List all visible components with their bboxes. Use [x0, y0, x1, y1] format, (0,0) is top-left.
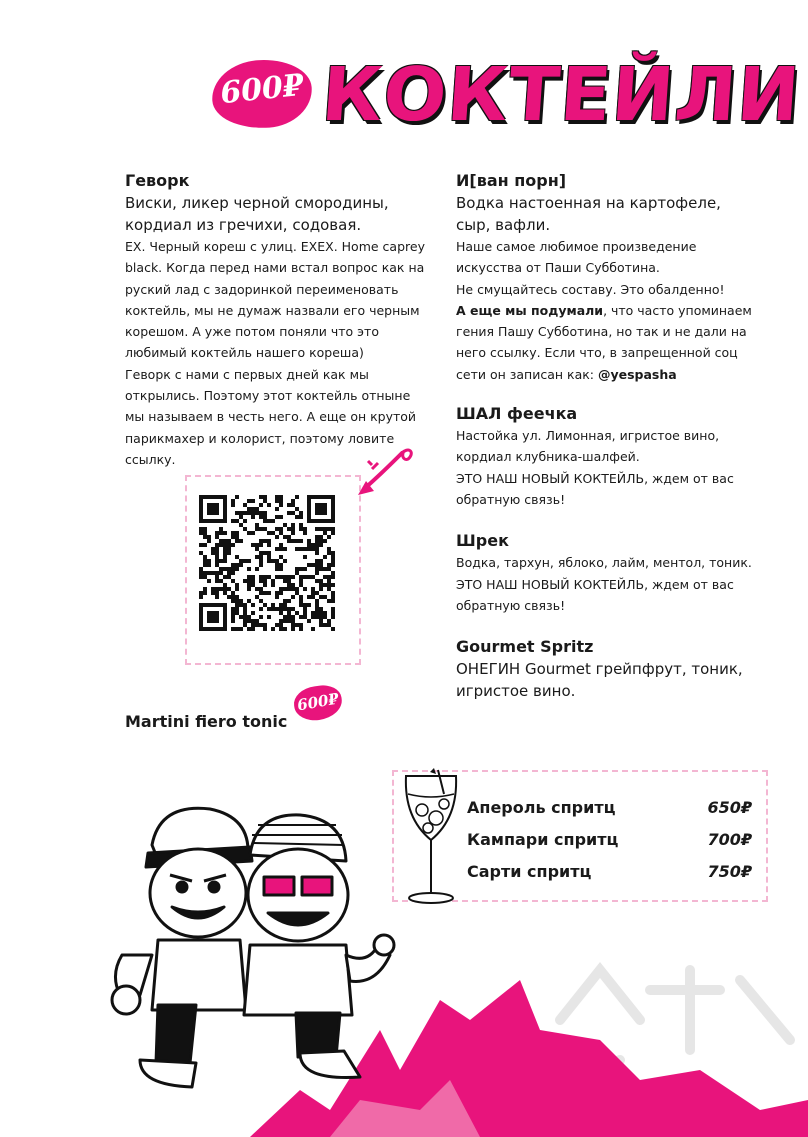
spritz-price: 750₽ — [707, 862, 752, 881]
desc-bold: А еще мы подумали — [456, 302, 604, 318]
desc-rest: сети он записан как: — [456, 366, 598, 382]
martini-price: 600₽ — [295, 689, 341, 715]
desc-line: обратную связь! — [456, 597, 566, 613]
desc-line: black. Когда перед нами встал вопрос как на — [125, 260, 425, 276]
menu-item-gevork — [125, 170, 425, 470]
desc-line: гения Пашу Субботина, но так и не дали на — [456, 324, 747, 340]
desc-line: кордиал клубника-шалфей. — [456, 449, 640, 465]
item-name: ШАЛ феечка — [456, 404, 578, 424]
desc-line: искусства от Паши Субботина. — [456, 260, 660, 276]
item-name: Gourmet Spritz — [456, 637, 594, 657]
menu-item-shrek — [456, 530, 776, 616]
desc-line: игристое вино. — [456, 682, 576, 701]
item-name: И[ван порн] — [456, 171, 567, 190]
item-description — [125, 236, 425, 470]
desc-line — [456, 300, 776, 321]
desc-line: ОНЕГИН Gourmet грейпфрут, тоник, — [456, 660, 743, 679]
desc-rest: , что часто упоминаем — [603, 302, 752, 318]
desc-line: ссылку. — [125, 451, 176, 467]
menu-item-gourmet-spritz — [456, 636, 776, 702]
right-column — [456, 170, 776, 702]
desc-line: Не смущайтесь составу. Это обалденно! — [456, 281, 725, 297]
desc-line: мы называем в честь него. А еще он крутой — [125, 409, 417, 425]
item-name: Шрек — [456, 531, 509, 551]
desc-line: Водка, тархун, яблоко, лайм, ментол, тоник. — [456, 555, 752, 571]
desc-line: Настойка ул. Лимонная, игристое вино, — [456, 428, 720, 444]
spritz-price: 700₽ — [707, 830, 752, 849]
header-price: 600₽ — [218, 67, 306, 112]
spritz-name: Апероль спритц — [467, 798, 616, 817]
qr-code-icon[interactable] — [199, 495, 335, 631]
desc-line: обратную связь! — [456, 491, 566, 507]
desc-line: Наше самое любимое произведение — [456, 239, 697, 254]
menu-item-ivan — [456, 170, 776, 385]
item-ingredients: Виски, ликер черной смородины, кордиал из гречихи, содовая. — [125, 194, 389, 234]
page-title: КОКТЕЙЛИ — [318, 52, 804, 138]
menu-item-shal — [456, 403, 776, 510]
instagram-handle-link[interactable]: @yespasha — [597, 366, 677, 382]
desc-line: руский лад с задоринкой переименовать — [125, 281, 399, 297]
spritz-name: Сарти спритц — [467, 862, 592, 881]
desc-line: коктейль, мы не думаж назвали его черным — [125, 302, 420, 318]
desc-line: ЭТО НАШ НОВЫЙ КОКТЕЙЛЬ, ждем от вас — [456, 576, 734, 592]
desc-line: ЕХ. Черный кореш с улиц. ЕХЕХ. Home сарrey — [125, 239, 425, 254]
desc-line — [456, 364, 776, 385]
desc-line: любимый коктейль нашего кореша) — [125, 345, 364, 361]
desc-line: открылись. Поэтому этот коктейль отныне — [125, 388, 411, 404]
desc-line: Геворк с нами с первых дней как мы — [125, 366, 369, 382]
arrow-icon — [352, 445, 422, 505]
item-ingredients-2: сыр, вафли. — [456, 216, 551, 234]
mascots-illustration — [100, 795, 430, 1095]
spritz-price: 650₽ — [707, 798, 752, 817]
desc-line: ЭТО НАШ НОВЫЙ КОКТЕЙЛЬ, ждем от вас — [456, 470, 734, 486]
desc-line: него ссылку. Если что, в запрещенной соц — [456, 345, 738, 361]
desc-line: парикмахер и колорист, поэтому ловите — [125, 430, 395, 446]
martini-name: Martini fiero tonic — [125, 712, 288, 731]
item-ingredients-1: Водка настоенная на картофеле, — [456, 194, 721, 212]
spritz-name: Кампари спритц — [467, 830, 619, 849]
desc-line: корешом. А уже потом поняли что это — [125, 324, 379, 340]
item-name: Геворк — [125, 171, 190, 190]
